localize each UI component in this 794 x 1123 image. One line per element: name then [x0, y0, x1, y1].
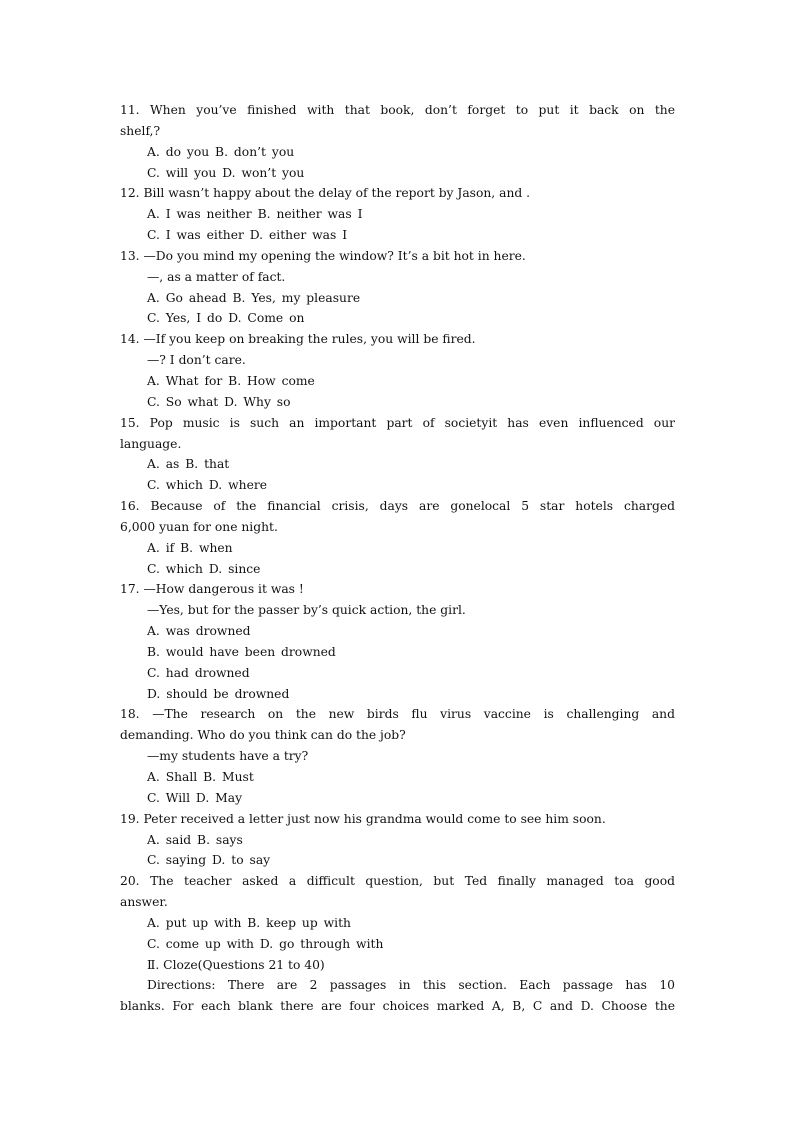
section-heading: Ⅱ. Cloze(Questions 21 to 40) [147, 957, 325, 972]
question-15-options-ab: A. as B. that [147, 457, 230, 472]
question-11-options-cd: C. will you D. won’t you [147, 165, 305, 180]
question-13-options-cd: C. Yes, I do D. Come on [147, 311, 305, 326]
question-14-options-ab: A. What for B. How come [147, 373, 315, 388]
question-18-stem-line-3: —my students have a try? [147, 749, 309, 764]
question-18-options-cd: C. Will D. May [147, 790, 243, 805]
question-12-stem: 12. Bill wasn’t happy about the delay of the report by Jason, and . [120, 186, 531, 201]
question-13-stem-line-2: —, as a matter of fact. [147, 269, 286, 284]
question-16-options-ab: A. if B. when [147, 540, 233, 555]
question-16-options-cd: C. which D. since [147, 561, 261, 576]
question-20-options-ab: A. put up with B. keep up with [147, 915, 351, 930]
question-17-option-d: D. should be drowned [147, 686, 290, 701]
question-15-stem-line-2: language. [120, 436, 182, 451]
question-13-options-ab: A. Go ahead B. Yes, my pleasure [147, 290, 361, 305]
section-directions-line-1: Directions: There are 2 passages in this section. Each passage has 10 [147, 978, 675, 993]
question-17-option-c: C. had drowned [147, 665, 250, 680]
question-15-options-cd: C. which D. where [147, 478, 267, 493]
question-16-stem-line-1: 16. Because of the financial crisis, days are gonelocal 5 star hotels charged [120, 499, 675, 514]
question-17-stem-line-1: 17. —How dangerous it was ! [120, 582, 304, 597]
question-13-stem-line-1: 13. —Do you mind my opening the window? It’s a bit hot in here. [120, 248, 526, 263]
question-14-stem-line-2: —? I don’t care. [147, 353, 246, 368]
question-15-stem-line-1: 15. Pop music is such an important part of societyit has even influenced our [120, 415, 675, 430]
question-14-stem-line-1: 14. —If you keep on breaking the rules, you will be fired. [120, 332, 476, 347]
question-11-stem-line-2: shelf,? [120, 123, 161, 138]
question-16-stem-line-2: 6,000 yuan for one night. [120, 519, 278, 534]
question-18-options-ab: A. Shall B. Must [147, 770, 254, 784]
document-page [120, 100, 675, 1017]
question-18-stem-line-2: demanding. Who do you think can do the job? [120, 728, 406, 743]
question-11-stem-line-1: 11. When you’ve finished with that book, don’t forget to put it back on the [120, 103, 675, 117]
question-19-options-cd: C. saying D. to say [147, 853, 271, 868]
question-18-stem-line-1: 18. —The research on the new birds flu virus vaccine is challenging and [120, 707, 675, 722]
question-19-options-ab: A. said B. says [147, 832, 243, 847]
question-17-stem-line-2: —Yes, but for the passer by’s quick action, the girl. [147, 603, 466, 618]
question-20-options-cd: C. come up with D. go through with [147, 936, 384, 951]
question-19-stem: 19. Peter received a letter just now his grandma would come to see him soon. [120, 811, 606, 826]
question-14-options-cd: C. So what D. Why so [147, 394, 291, 409]
question-17-option-a: A. was drowned [147, 624, 251, 639]
section-directions-line-2: blanks. For each blank there are four choices marked A, B, C and D. Choose the [120, 999, 675, 1014]
question-12-options-cd: C. I was either D. either was I [147, 228, 348, 243]
question-12-options-ab: A. I was neither B. neither was I [147, 207, 363, 222]
question-20-stem-line-1: 20. The teacher asked a difficult question, but Ted finally managed toa good [120, 874, 675, 889]
question-17-option-b: B. would have been drowned [147, 644, 336, 659]
question-20-stem-line-2: answer. [120, 895, 168, 910]
question-11-options-ab: A. do you B. don’t you [147, 144, 295, 159]
